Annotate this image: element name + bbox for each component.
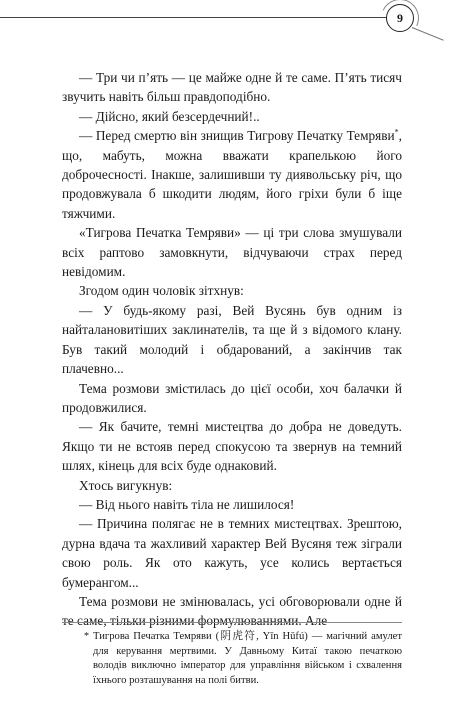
paragraph-text: , що, мабуть, можна вважати крапелькою його доброчесності. Інакше, залишивши ту диявольську річ, що продовжувала б шкодити людям, його гріхи були б іще тяжчими. [62,128,402,221]
body-text [62,68,402,631]
paragraph: — Як бачите, темні мистецтва до добра не доведуть. Якщо ти не встояв перед спокусою та звернув на темний шлях, кінець для всіх буде однаковий. [62,419,402,474]
header-rule-tick [412,27,444,41]
paragraph: «Тигрова Печатка Темряви» — ці три слова змушували всіх раптово замовкнути, відчуваючи страх перед невідомим. [62,225,402,280]
paragraph: — Причина полягає не в темних мистецтвах. Зрештою, дурна вдача та жахливий характер Вей Вусяня теж зіграли свою роль. Як ото кажуть, усе колись вертається бумерангом... [62,516,402,590]
paragraph: Згодом один чоловік зітхнув: [79,283,244,299]
header-rule [0,17,388,18]
paragraph: — Три чи п’ять — це майже одне й те саме. П’ять тисяч звучить навіть більш правдоподібно. [62,70,402,105]
page-number-badge [386,4,414,32]
paragraph: — Від нього навіть тіла не лишилося! [79,496,295,512]
paragraph: Тема розмови не змінювалась, усі обговорювали одне й те саме, тільки різними формулюваннями. Але [62,593,402,629]
paragraph: — У будь-якому разі, Вей Вусянь був одним із найталановитіших заклинателів, та ще й з відомого клану. Був такий молодий і обдарований, а закінчив так плачевно... [62,302,402,377]
paragraph-with-footnote [62,126,402,223]
footnote-reference: * [394,127,399,137]
paragraph: Хтось вигукнув: [79,477,173,493]
footnote-marker: * [84,631,89,642]
paragraph-text: — Перед смертю він знищив Тигрову Печатку Темряви [79,128,395,144]
footnote-text: Тигрова Печатка Темряви (阴虎符, Yīn Hǔfú) — магічний амулет для керування мертвими. У Давньому Китаї такою печаткою володів виключно імператор для управління військом і схвалення їхнього розташування на полі битви. [93,631,402,686]
footnote-rule [62,622,402,623]
paragraph: — Дійсно, який безсердечний!.. [79,108,260,124]
page-number: 9 [397,10,403,25]
footnote [62,630,402,688]
paragraph: Тема розмови змістилась до цієї особи, хоч балачки й продовжилися. [62,380,402,415]
